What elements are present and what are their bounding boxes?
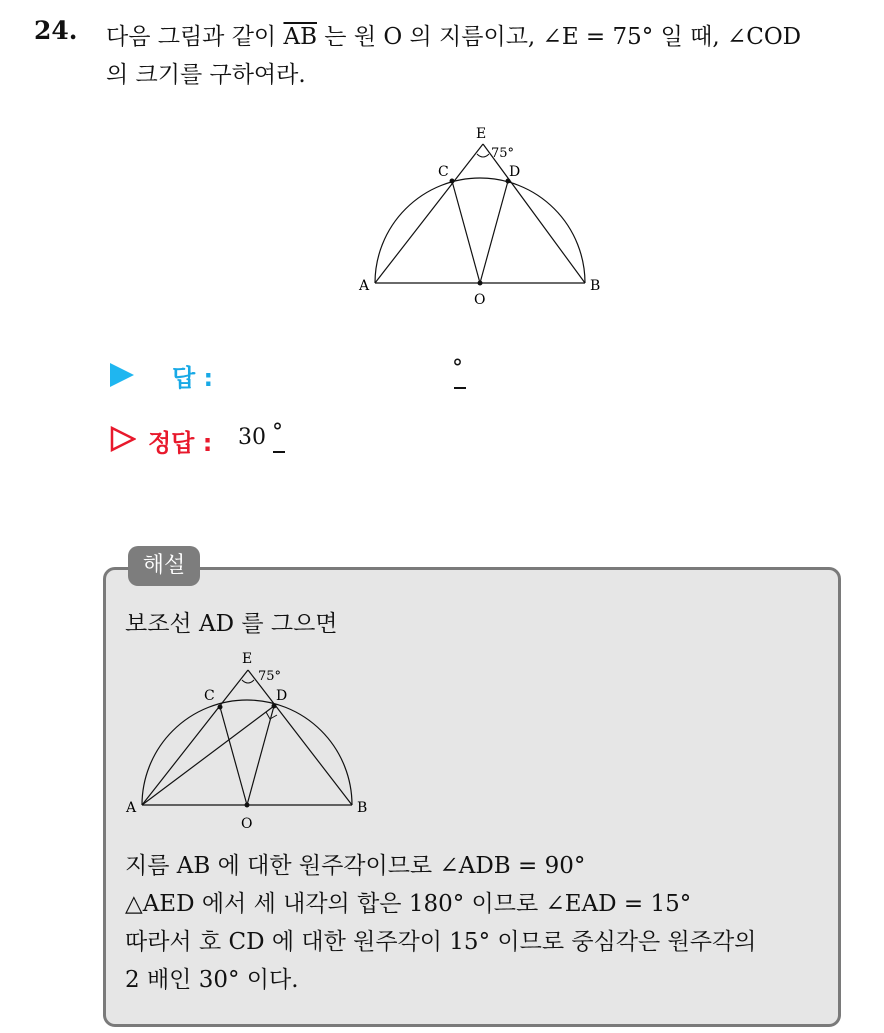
semicircle [375,178,585,283]
line-be-2 [248,670,352,805]
question-text-line1 [106,18,801,51]
angle-arc-e-2 [242,680,254,683]
question-figure [355,120,605,315]
label-c-2: C [204,688,215,704]
label-a: A [359,278,370,294]
point-c-2 [218,705,223,710]
line-do-2 [247,706,274,805]
line-co [452,181,480,283]
point-d-2 [272,704,277,709]
label-a-2: A [126,800,137,816]
question-text-pre: 다음 그림과 같이 [106,24,277,50]
explanation-line3: △AED 에서 세 내각의 합은 180° 이므로 ∠EAD = 15° [125,891,692,917]
label-o-2: O [241,816,253,832]
label-e: E [476,126,487,142]
question-text-post: 는 원 O 의 지름이고, ∠E = 75° 일 때, ∠COD [324,24,802,50]
correct-value: 30 [238,425,266,450]
label-angle: 75° [491,146,515,161]
correct-label: 정답 : [148,429,213,457]
explanation-line5: 2 배인 30° 이다. [125,967,299,993]
line-be [483,144,585,283]
answer-underline [454,387,466,389]
line-do [480,181,508,283]
question-number: 24. [34,16,78,45]
point-o [478,281,483,286]
label-b: B [590,278,601,294]
segment-ab: $\overline{AB}$ [283,24,317,50]
correct-unit: ° [272,420,283,445]
answer-label: 답 : [172,364,214,392]
semicircle-2 [142,700,352,805]
explanation-figure [120,648,380,833]
angle-arc-e [477,154,489,157]
label-b-2: B [357,800,368,816]
explanation-tag: 해설 [128,546,200,586]
answer-arrow-icon [110,363,134,387]
label-d-2: D [276,688,288,704]
question-text-line2: 의 크기를 구하여라. [106,62,306,88]
explanation-line2: 지름 AB 에 대한 원주각이므로 ∠ADB = 90° [125,853,586,879]
label-e-2: E [242,651,253,667]
label-d: D [509,164,521,180]
label-c: C [438,164,449,180]
explanation-line4: 따라서 호 CD 에 대한 원주각이 15° 이므로 중심각은 원주각의 [125,929,757,955]
correct-underline [273,451,285,453]
label-angle-2: 75° [258,669,282,684]
line-ae [375,144,483,283]
label-o: O [474,292,486,308]
explanation-line1: 보조선 AD 를 그으면 [125,611,338,637]
correct-arrow-icon [110,426,136,452]
answer-unit: ° [452,356,463,381]
line-co-2 [220,707,247,805]
point-o-2 [245,803,250,808]
point-c [450,179,455,184]
